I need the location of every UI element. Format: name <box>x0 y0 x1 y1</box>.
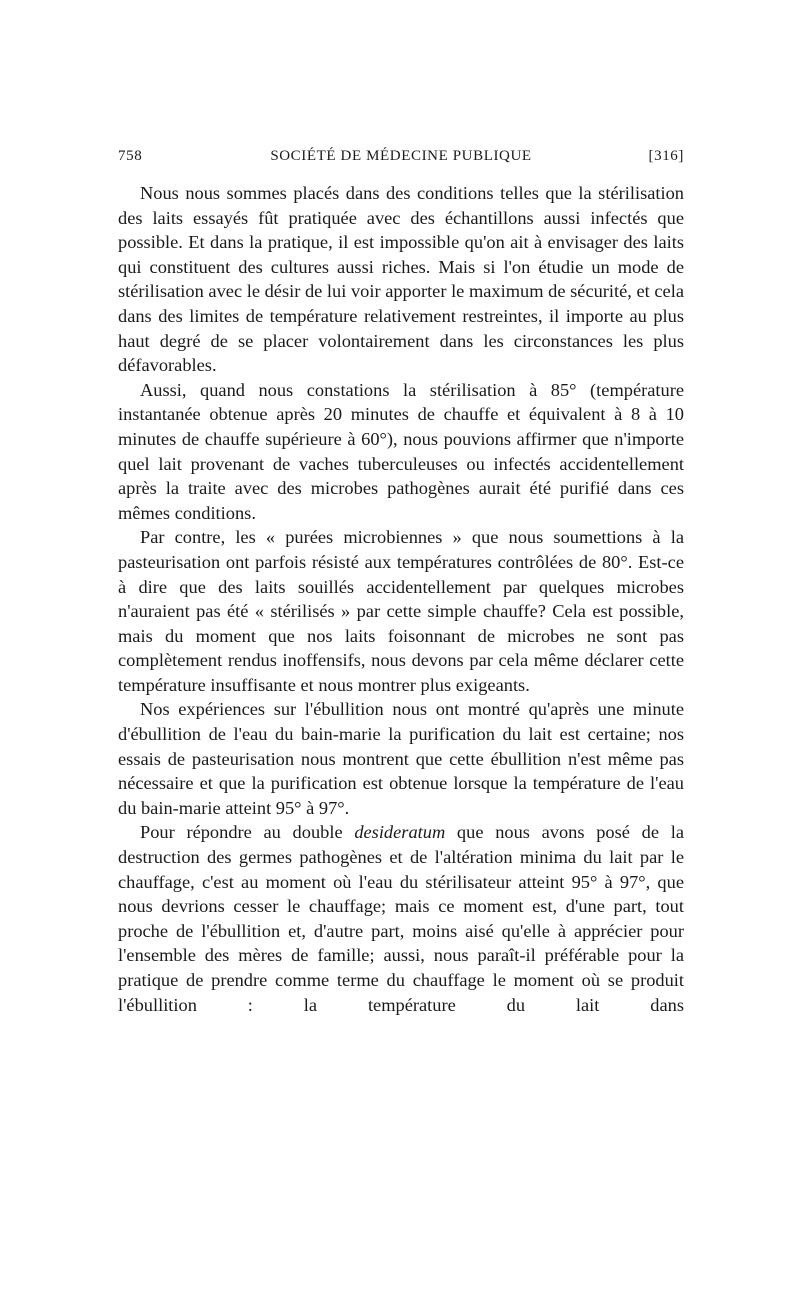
page-number: 758 <box>118 148 143 164</box>
paragraph-4: Nos expériences sur l'ébullition nous ont montré qu'après une minute d'ébullition de l'eau du bain-marie la purification du lait est certaine; nos essais de pasteurisation nous montrent que cette ébullition n'est même pas nécessaire et que la purification est obtenue lorsque la température de l'eau du bain-marie atteint 95° à 97°. <box>118 699 684 818</box>
running-header <box>118 148 684 172</box>
body-text <box>118 181 684 1017</box>
paragraph-5-end: que nous avons posé de la destruction des germes pathogènes et de l'altération minima du lait par le chauffage, c'est au moment où l'eau du stérilisateur atteint 95° à 97°, que nous devrions cesser le chauffage; mais ce moment est, d'une part, tout proche de l'ébullition et, d'autre part, moins aisé qu'elle à apprécier pour l'ensemble des mères de famille; aussi, nous paraît-il préférable pour la pratique de prendre comme terme du chauffage le moment où se produit l'ébullition : la température du lait dans <box>118 822 684 1015</box>
paragraph-2: Aussi, quand nous constations la stérilisation à 85° (température instantanée obtenue après 20 minutes de chauffe et équivalent à 8 à 10 minutes de chauffe supérieure à 60°), nous pouvions affirmer que n'importe quel lait provenant de vaches tuberculeuses ou infectés accidentellement après la traite avec des microbes pathogènes aurait été purifié dans ces mêmes conditions. <box>118 379 684 523</box>
running-title: SOCIÉTÉ DE MÉDECINE PUBLIQUE <box>270 148 532 164</box>
paragraph-5 <box>118 820 684 1017</box>
paragraph-3: Par contre, les « purées microbiennes » que nous soumettions à la pasteurisation ont parfois résisté aux températures contrôlées de 80°. Est-ce à dire que des laits souillés accidentellement par quelques microbes n'auraient pas été « stérilisés » par cette simple chauffe? Cela est possible, mais du moment que nos laits foisonnant de microbes ne sont pas complètement rendus inoffensifs, nous devons par cela même déclarer cette température insuffisante et nous montrer plus exigeants. <box>118 527 684 695</box>
page-reference: [316] <box>648 148 684 164</box>
desideratum-term: desideratum <box>354 822 446 843</box>
paragraph-1: Nous nous sommes placés dans des conditions telles que la stérilisation des laits essayés fût pratiquée avec des échantillons aussi infectés que possible. Et dans la pratique, il est impossible qu'on ait à envisager des laits qui constituent des cultures aussi riches. Mais si l'on étudie un mode de stérilisation avec le désir de lui voir apporter le maximum de sécurité, et cela dans des limites de température relativement restreintes, il importe au plus haut degré de se placer volontairement dans les circonstances les plus défavorables. <box>118 183 684 376</box>
paragraph-5-start: Pour répondre au double <box>140 822 355 843</box>
